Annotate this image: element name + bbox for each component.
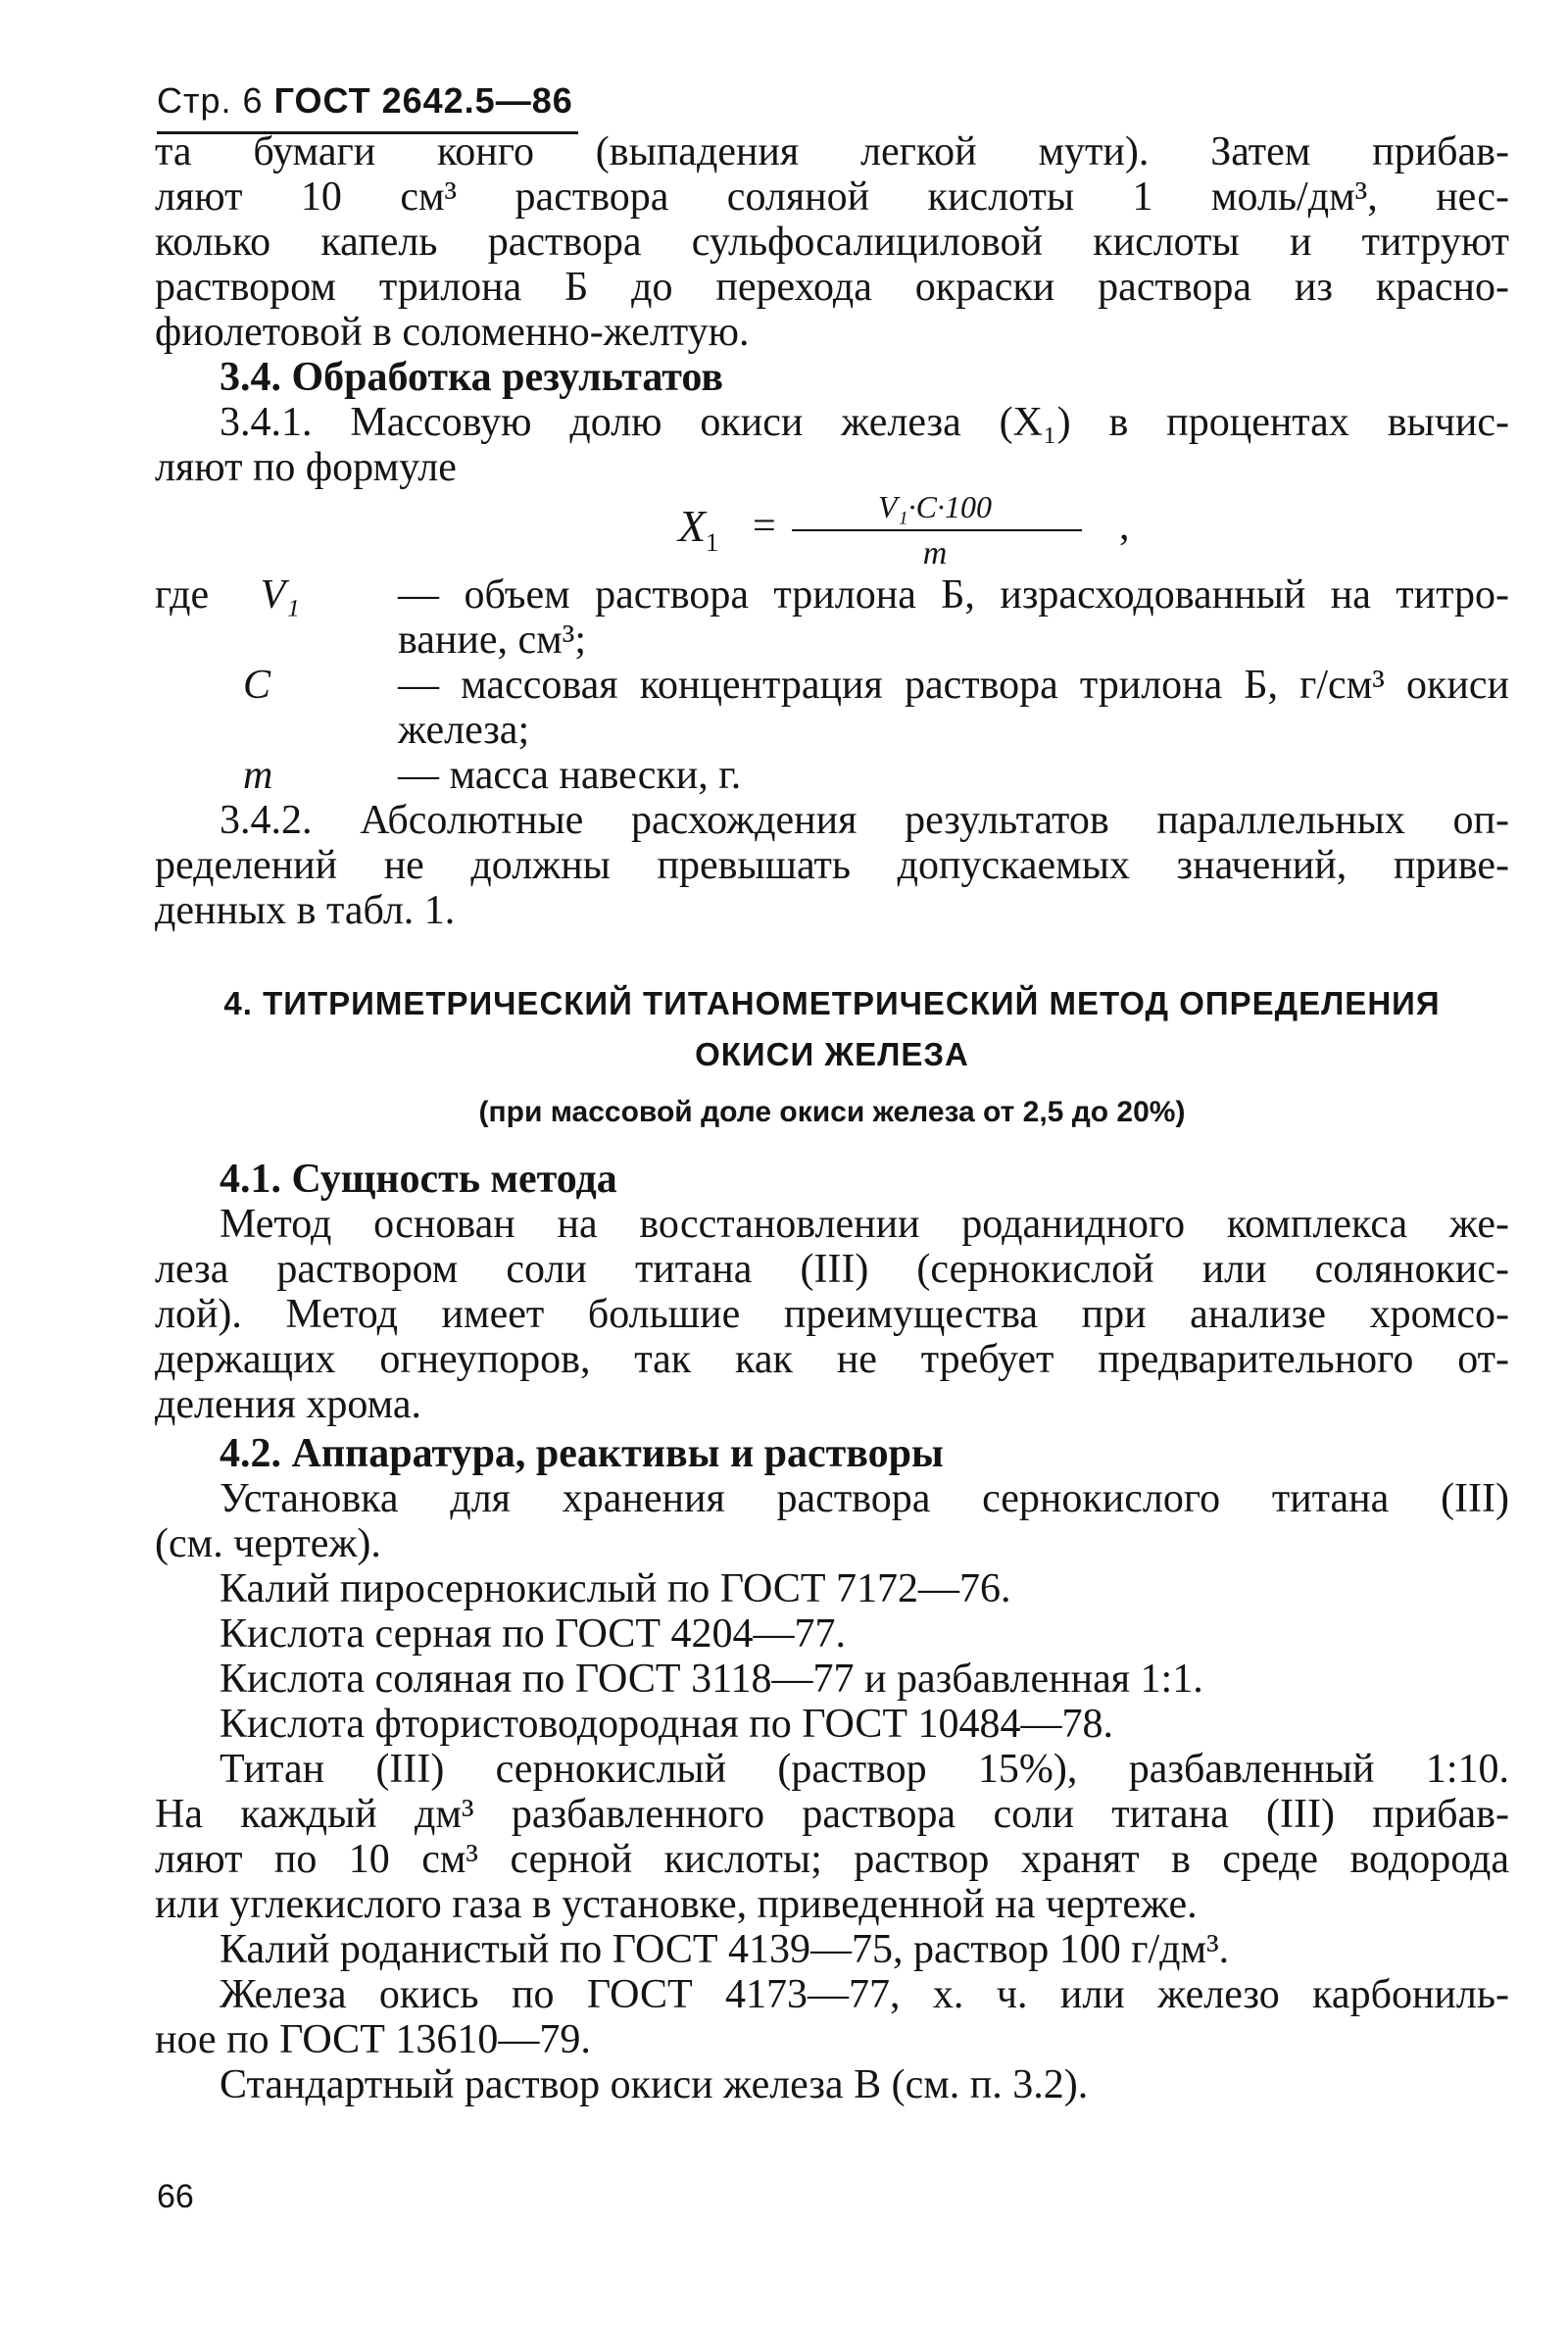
where-label: где bbox=[155, 572, 210, 618]
reagent-item bbox=[155, 1972, 1509, 2062]
section-3-4-heading: 3.4. Обработка результатов bbox=[220, 355, 724, 400]
text-line: 3.4.1. Массовую долю окиси железа (X₁) в процентах вычис- bbox=[220, 400, 1509, 445]
formula-equals: = bbox=[753, 504, 776, 549]
intro-paragraph bbox=[155, 129, 1509, 355]
reagent-item bbox=[155, 1747, 1509, 1927]
text-line: денных в табл. 1. bbox=[155, 888, 456, 933]
text-line: Железа окись по ГОСТ 4173—77, х. ч. или железо карбониль- bbox=[220, 1972, 1509, 2017]
reagent-item bbox=[155, 1476, 1509, 1566]
definition-m bbox=[155, 753, 1509, 798]
formula-denominator: m bbox=[922, 535, 948, 571]
formula-lhs: $X_1$ bbox=[678, 501, 719, 558]
text-line: лой). Метод имеет большие преимущества при анализе хромсо- bbox=[155, 1292, 1509, 1337]
formula-x1 bbox=[155, 490, 1509, 572]
definition-text: — объем раствора трилона Б, израсходованный на титро-вание, см³; bbox=[398, 572, 1509, 663]
text-line: леза раствором соли титана (III) (сернокислой или солянокис- bbox=[155, 1247, 1509, 1292]
formula-numerator: V₁·C·100 bbox=[877, 489, 992, 524]
text-line: Метод основан на восстановлении роданидного комплекса же- bbox=[220, 1202, 1509, 1247]
text-line: деления хрома. bbox=[155, 1382, 422, 1427]
paragraph-4-1 bbox=[155, 1202, 1509, 1427]
page-body bbox=[155, 129, 1509, 2107]
page-label: Стр. 6 bbox=[157, 80, 264, 121]
variable-c: C bbox=[243, 663, 271, 708]
section-4-title: 4. ТИТРИМЕТРИЧЕСКИЙ ТИТАНОМЕТРИЧЕСКИЙ МЕТОД ОПРЕДЕЛЕНИЯ bbox=[223, 985, 1441, 1021]
text-line: На каждый дм³ разбавленного раствора соли титана (III) прибав- bbox=[155, 1792, 1509, 1837]
section-4-2-heading: 4.2. Аппаратура, реактивы и растворы bbox=[220, 1431, 944, 1476]
reagent-item: Кислота соляная по ГОСТ 3118—77 и разбавленная 1:1. bbox=[220, 1657, 1203, 1702]
variable-v1: V₁ bbox=[260, 572, 300, 618]
reagent-item: Стандартный раствор окиси железа В (см. п. 3.2). bbox=[220, 2062, 1089, 2107]
text-line: колько капель раствора сульфосалициловой кислоты и титруют bbox=[155, 220, 1509, 265]
text-line: Установка для хранения раствора сернокислого титана (III) bbox=[220, 1476, 1509, 1521]
reagent-item: Кислота серная по ГОСТ 4204—77. bbox=[220, 1611, 847, 1657]
standard-number: ГОСТ 2642.5—86 bbox=[273, 80, 573, 121]
definition-c bbox=[155, 663, 1509, 753]
variable-m: m bbox=[243, 753, 273, 798]
definition-text: — масса навески, г. bbox=[398, 753, 742, 798]
text-line: или углекислого газа в установке, приведенной на чертеже. bbox=[155, 1882, 1198, 1927]
text-line: раствором трилона Б до перехода окраски раствора из красно- bbox=[155, 265, 1509, 310]
section-4-title-line2: ОКИСИ ЖЕЛЕЗА bbox=[695, 1036, 969, 1072]
text-line: держащих огнеупоров, так как не требует предварительного от- bbox=[155, 1337, 1509, 1382]
reagent-item: Калий пиросернокислый по ГОСТ 7172—76. bbox=[220, 1566, 1011, 1611]
formula-comma: , bbox=[1119, 504, 1130, 549]
text-line: ляют по формуле bbox=[155, 445, 457, 490]
text-line: ределений не должны превышать допускаемых значений, приве- bbox=[155, 843, 1509, 888]
section-4-1-heading: 4.1. Сущность метода bbox=[220, 1157, 617, 1202]
text-line: ляют по 10 см³ серной кислоты; раствор хранят в среде водорода bbox=[155, 1837, 1509, 1882]
text-line: 3.4.2. Абсолютные расхождения результатов параллельных оп- bbox=[220, 798, 1509, 843]
reagent-item: Калий роданистый по ГОСТ 4139—75, раствор 100 г/дм³. bbox=[220, 1927, 1230, 1972]
definition-v1 bbox=[155, 572, 1509, 663]
running-header bbox=[157, 80, 578, 134]
text-line: (см. чертеж). bbox=[155, 1521, 381, 1566]
text-line: фиолетовой в соломенно-желтую. bbox=[155, 310, 750, 355]
text-line: та бумаги конго (выпадения легкой мути). Затем прибав- bbox=[155, 129, 1509, 174]
reagent-item: Кислота фтористоводородная по ГОСТ 10484—78. bbox=[220, 1702, 1114, 1747]
text-line: ное по ГОСТ 13610—79. bbox=[155, 2017, 591, 2062]
page-number: 66 bbox=[157, 2178, 194, 2215]
definition-text: — массовая концентрация раствора трилона Б, г/см³ окиси железа; bbox=[398, 663, 1509, 753]
text-line: Титан (III) сернокислый (раствор 15%), разбавленный 1:10. bbox=[220, 1747, 1509, 1792]
section-4-subtitle: (при массовой доле окиси железа от 2,5 до 20%) bbox=[478, 1096, 1186, 1128]
text-line: ляют 10 см³ раствора соляной кислоты 1 моль/дм³, нес- bbox=[155, 174, 1509, 220]
